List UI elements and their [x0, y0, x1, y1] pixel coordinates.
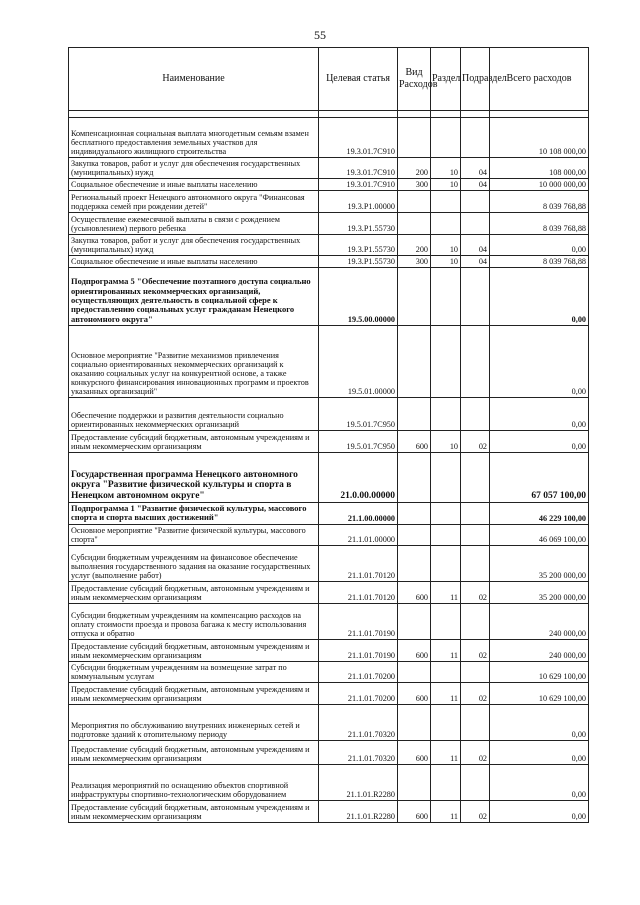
header-code: Целевая статья	[319, 48, 398, 111]
row-vid: 600	[398, 581, 431, 603]
row-code: 21.1.01.00000	[319, 524, 398, 545]
row-vid	[398, 398, 431, 431]
row-podrazdel: 02	[461, 800, 490, 822]
row-total: 10 108 000,00	[490, 118, 589, 158]
row-name: Социальное обеспечение и иные выплаты населению	[69, 256, 319, 268]
row-name: Обеспечение поддержки и развития деятельности социально ориентированных некоммерческих организаций	[69, 398, 319, 431]
row-razdel	[431, 603, 461, 639]
table-row	[69, 581, 589, 603]
row-podrazdel	[461, 764, 490, 800]
table-row	[69, 453, 589, 503]
row-name: Закупка товаров, работ и услуг для обеспечения государственных (муниципальных) нужд	[69, 158, 319, 179]
header-spacer-row	[69, 111, 589, 118]
header-vid: Вид Расходов	[398, 48, 431, 111]
row-razdel: 11	[431, 639, 461, 661]
row-total: 0,00	[490, 268, 589, 326]
row-code: 19.5.01.7С950	[319, 398, 398, 431]
table-row	[69, 682, 589, 704]
row-vid	[398, 545, 431, 581]
table-row	[69, 431, 589, 453]
row-podrazdel: 02	[461, 581, 490, 603]
row-podrazdel	[461, 398, 490, 431]
header-name: Наименование	[69, 48, 319, 111]
row-code: 21.1.01.70120	[319, 581, 398, 603]
table-row	[69, 800, 589, 822]
row-name: Компенсационная социальная выплата многодетным семьям взамен бесплатного предоставления земельных участков для индивидуального жилищного строительства	[69, 118, 319, 158]
row-name: Мероприятия по обслуживанию внутренних инженерных сетей и подготовке зданий к отопительному периоду	[69, 704, 319, 740]
row-name: Подпрограмма 1 "Развитие физической культуры, массового спорта и спорта высших достижений"	[69, 503, 319, 525]
row-vid	[398, 661, 431, 682]
table-row	[69, 398, 589, 431]
row-razdel: 11	[431, 740, 461, 764]
row-total: 108 000,00	[490, 158, 589, 179]
row-vid: 600	[398, 800, 431, 822]
row-total: 0,00	[490, 431, 589, 453]
row-code: 19.3.Р1.55730	[319, 256, 398, 268]
row-code: 21.0.00.00000	[319, 453, 398, 503]
row-total: 8 039 768,88	[490, 213, 589, 235]
table-row	[69, 256, 589, 268]
row-name: Предоставление субсидий бюджетным, автономным учреждениям и иным некоммерческим организациям	[69, 581, 319, 603]
row-name: Реализация мероприятий по оснащению объектов спортивной инфраструктуры спортивно-технологическим оборудованием	[69, 764, 319, 800]
table-row	[69, 158, 589, 179]
row-code: 21.1.01.R2280	[319, 764, 398, 800]
row-razdel: 10	[431, 431, 461, 453]
row-name: Субсидии бюджетным учреждениям на возмещение затрат по коммунальным услугам	[69, 661, 319, 682]
row-podrazdel	[461, 704, 490, 740]
row-total: 0,00	[490, 704, 589, 740]
row-razdel: 10	[431, 256, 461, 268]
row-razdel	[431, 453, 461, 503]
row-code: 19.3.Р1.55730	[319, 213, 398, 235]
row-vid: 600	[398, 639, 431, 661]
row-razdel: 10	[431, 179, 461, 191]
row-total: 10 000 000,00	[490, 179, 589, 191]
row-podrazdel	[461, 326, 490, 398]
row-razdel	[431, 764, 461, 800]
header-total: Всего расходов	[490, 48, 589, 111]
row-podrazdel	[461, 503, 490, 525]
table-row	[69, 639, 589, 661]
row-vid	[398, 503, 431, 525]
row-total: 10 629 100,00	[490, 682, 589, 704]
row-vid	[398, 191, 431, 213]
row-razdel	[431, 191, 461, 213]
row-podrazdel	[461, 118, 490, 158]
row-code: 21.1.01.70320	[319, 740, 398, 764]
row-total: 67 057 100,00	[490, 453, 589, 503]
row-total: 0,00	[490, 800, 589, 822]
row-podrazdel	[461, 524, 490, 545]
row-vid	[398, 524, 431, 545]
row-razdel	[431, 704, 461, 740]
row-name: Предоставление субсидий бюджетным, автономным учреждениям и иным некоммерческим организациям	[69, 740, 319, 764]
row-podrazdel: 04	[461, 158, 490, 179]
row-razdel	[431, 545, 461, 581]
row-name: Предоставление субсидий бюджетным, автономным учреждениям и иным некоммерческим организациям	[69, 682, 319, 704]
row-total: 0,00	[490, 764, 589, 800]
row-vid	[398, 764, 431, 800]
budget-table	[68, 47, 589, 823]
row-name: Предоставление субсидий бюджетным, автономным учреждениям и иным некоммерческим организациям	[69, 639, 319, 661]
row-vid	[398, 603, 431, 639]
row-razdel	[431, 268, 461, 326]
table-row	[69, 268, 589, 326]
row-code: 21.1.01.70190	[319, 639, 398, 661]
row-code: 21.1.01.70200	[319, 682, 398, 704]
row-vid: 200	[398, 158, 431, 179]
row-name: Субсидии бюджетным учреждениям на финансовое обеспечение выполнения государственного задания на оказание государственных услуг (выполнение работ)	[69, 545, 319, 581]
row-code: 21.1.00.00000	[319, 503, 398, 525]
row-code: 21.1.01.70320	[319, 704, 398, 740]
row-razdel	[431, 326, 461, 398]
row-name: Субсидии бюджетным учреждениям на компенсацию расходов на оплату стоимости проезда и провоза багажа к месту использования отпуска и обратно	[69, 603, 319, 639]
row-total: 0,00	[490, 398, 589, 431]
row-name: Основное мероприятие "Развитие физической культуры, массового спорта"	[69, 524, 319, 545]
header-razdel: Раздел	[431, 48, 461, 111]
row-total: 8 039 768,88	[490, 191, 589, 213]
table-row	[69, 179, 589, 191]
row-vid: 600	[398, 682, 431, 704]
row-podrazdel	[461, 545, 490, 581]
row-podrazdel: 02	[461, 639, 490, 661]
row-vid	[398, 704, 431, 740]
row-code: 19.3.01.7С910	[319, 158, 398, 179]
row-total: 240 000,00	[490, 603, 589, 639]
row-vid: 200	[398, 235, 431, 256]
row-total: 8 039 768,88	[490, 256, 589, 268]
row-razdel	[431, 524, 461, 545]
row-total: 240 000,00	[490, 639, 589, 661]
row-podrazdel	[461, 191, 490, 213]
row-name: Государственная программа Ненецкого автономного округа "Развитие физической культуры и спорта в Ненецком автономном округе"	[69, 453, 319, 503]
row-name: Социальное обеспечение и иные выплаты населению	[69, 179, 319, 191]
row-vid	[398, 268, 431, 326]
row-podrazdel: 04	[461, 235, 490, 256]
table-row	[69, 235, 589, 256]
row-name: Основное мероприятие "Развитие механизмов привлечения социально ориентированных некоммерческих организаций к оказанию социальных услуг на конкурентной основе, а также конкурсного финансирования инновационных программ и проектов указанных организаций"	[69, 326, 319, 398]
row-name: Осуществление ежемесячной выплаты в связи с рождением (усыновлением) первого ребенка	[69, 213, 319, 235]
row-name: Закупка товаров, работ и услуг для обеспечения государственных (муниципальных) нужд	[69, 235, 319, 256]
table-header-row	[69, 48, 589, 111]
row-razdel: 11	[431, 682, 461, 704]
row-vid: 600	[398, 431, 431, 453]
row-podrazdel: 04	[461, 179, 490, 191]
row-razdel	[431, 661, 461, 682]
table-row	[69, 661, 589, 682]
row-razdel: 11	[431, 581, 461, 603]
row-name: Предоставление субсидий бюджетным, автономным учреждениям и иным некоммерческим организациям	[69, 800, 319, 822]
row-podrazdel: 02	[461, 682, 490, 704]
row-code: 19.5.01.7С950	[319, 431, 398, 453]
table-row	[69, 503, 589, 525]
row-code: 21.1.01.70190	[319, 603, 398, 639]
table-row	[69, 740, 589, 764]
row-code: 19.3.Р1.00000	[319, 191, 398, 213]
row-name: Региональный проект Ненецкого автономного округа "Финансовая поддержка семей при рождении детей"	[69, 191, 319, 213]
header-podrazdel: Подраздел	[461, 48, 490, 111]
row-razdel	[431, 213, 461, 235]
row-total: 46 229 100,00	[490, 503, 589, 525]
page-number: 55	[314, 28, 326, 42]
table-row	[69, 704, 589, 740]
table-row	[69, 524, 589, 545]
table-row	[69, 118, 589, 158]
row-code: 19.5.00.00000	[319, 268, 398, 326]
table-row	[69, 764, 589, 800]
row-code: 19.3.Р1.55730	[319, 235, 398, 256]
row-razdel: 10	[431, 235, 461, 256]
row-code: 21.1.01.R2280	[319, 800, 398, 822]
table-body	[69, 111, 589, 823]
row-vid	[398, 453, 431, 503]
row-podrazdel	[461, 453, 490, 503]
row-vid	[398, 118, 431, 158]
row-total: 0,00	[490, 235, 589, 256]
row-podrazdel	[461, 661, 490, 682]
row-vid: 300	[398, 256, 431, 268]
row-podrazdel: 02	[461, 740, 490, 764]
row-code: 19.3.01.7С910	[319, 179, 398, 191]
row-vid: 300	[398, 179, 431, 191]
row-razdel	[431, 118, 461, 158]
row-code: 21.1.01.70200	[319, 661, 398, 682]
table-row	[69, 213, 589, 235]
row-name: Предоставление субсидий бюджетным, автономным учреждениям и иным некоммерческим организациям	[69, 431, 319, 453]
row-code: 21.1.01.70120	[319, 545, 398, 581]
row-code: 19.5.01.00000	[319, 326, 398, 398]
row-podrazdel: 02	[461, 431, 490, 453]
row-name: Подпрограмма 5 "Обеспечение поэтапного доступа социально ориентированных некоммерческих организаций, осуществляющих деятельность в социальной сфере к предоставлению социальных услуг гражданам Ненецкого автономного округа"	[69, 268, 319, 326]
row-podrazdel: 04	[461, 256, 490, 268]
row-razdel	[431, 398, 461, 431]
row-total: 0,00	[490, 326, 589, 398]
row-total: 10 629 100,00	[490, 661, 589, 682]
row-razdel: 10	[431, 158, 461, 179]
row-razdel: 11	[431, 800, 461, 822]
table-row	[69, 545, 589, 581]
row-podrazdel	[461, 213, 490, 235]
row-podrazdel	[461, 603, 490, 639]
row-code: 19.3.01.7С910	[319, 118, 398, 158]
table-row	[69, 326, 589, 398]
row-total: 46 069 100,00	[490, 524, 589, 545]
row-total: 35 200 000,00	[490, 581, 589, 603]
table-row	[69, 603, 589, 639]
row-razdel	[431, 503, 461, 525]
table-row	[69, 191, 589, 213]
row-vid	[398, 326, 431, 398]
row-vid: 600	[398, 740, 431, 764]
row-podrazdel	[461, 268, 490, 326]
row-total: 35 200 000,00	[490, 545, 589, 581]
row-total: 0,00	[490, 740, 589, 764]
row-vid	[398, 213, 431, 235]
